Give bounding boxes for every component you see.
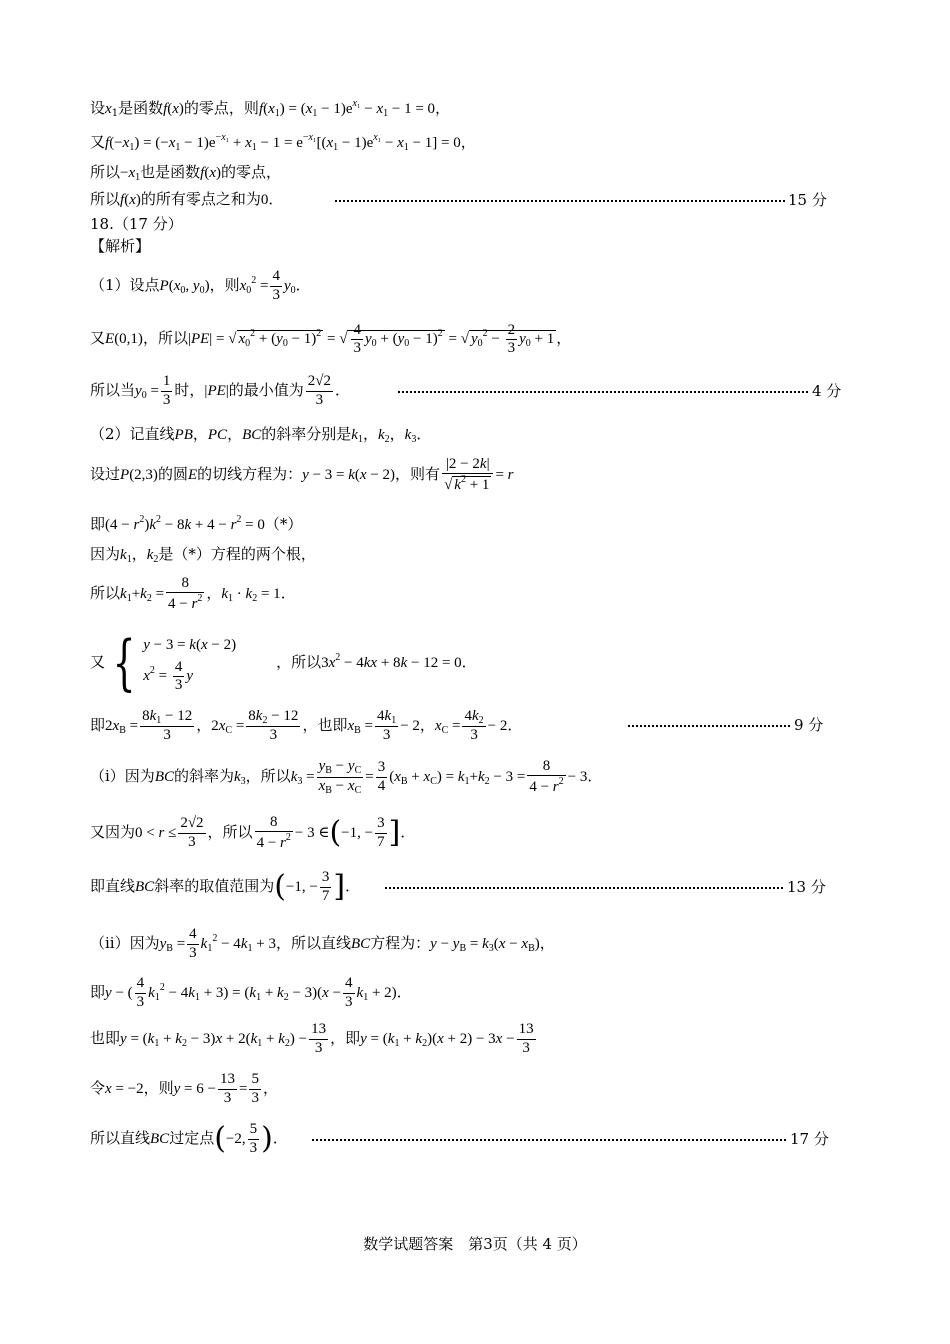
part2-xb-xc: 即$2x_B$ = $\frac{8k_1 - 12}{3}$ ，$2x_C$ = $\frac{8k_2 - 12}{3}$ ，也即$x_B$ = $\frac{4k_1}{3}$ − 2，$x_C$ = $\frac{4k_2}{3}$ − 2． xyxy=(90,707,523,744)
part-i-slope: （i）因为BC的斜率为$k_3$，所以$k_3$ = $\frac{y_B - y_C}{x_B - x_C}$ = $\frac{3}{4}$ $(x_B + x_C) = k_1+k_2 - 3$ = $\frac{8}{4 - r^2}$ − 3． xyxy=(90,757,603,796)
score-9: 9 分 xyxy=(794,716,824,734)
part2-slopes: （2）记直线PB，PC，BC的斜率分别是$k_1$，$k_2$，$k_3$． xyxy=(90,425,432,445)
analysis-heading: 【解析】 xyxy=(90,237,151,255)
page-footer: 数学试题答案 第3页（共 4 页） xyxy=(363,1235,587,1253)
part-ii-simplify: 也即$y = (k_1 + k_2 - 3)x + 2(k_1 + k_2)$ − $\frac{13}{3}$ ，即$y = (k_1 + k_2)(x + 2) - 3x$ − $\frac{13}{3}$ xyxy=(90,1021,534,1056)
part2-roots: 因为$k_1$，$k_2$是（*）方程的两个根， xyxy=(90,545,316,565)
score-17: 17 分 xyxy=(790,1130,829,1148)
part1-point: （1）设点$P(x_0$, $y_0$)，则$x_0^2$ = $\frac{4}{3}$ $y_0$． xyxy=(90,268,311,303)
part2-system: 又 { y − 3 = k(x − 2) $x^2$ = $\frac{4}{3}$ y ，所以$3x^2 - 4kx + 8k - 12 = 0$． xyxy=(90,628,477,698)
score-leader xyxy=(385,887,783,889)
part1-distance: 又E(0,1)，所以|PE| = √ $x_0^2 + (y_0 - 1)^2$ = √ $\frac{4}{3}$ $y_0 + (y_0 - 1)^2$ = √ $y_0^2$ − $\frac{2}{3}$ $y_0 + 1$ ， xyxy=(90,321,572,357)
part2-tangent: 设过P(2,3)的圆E的切线方程为：y − 3 = k(x − 2)，则有 $\frac{|2 - 2k|}{√ k^2 + 1}$ = r xyxy=(90,455,514,493)
score-13: 13 分 xyxy=(787,878,826,896)
part-i-conclusion: 即直线BC斜率的取值范围为(−1, − $\frac{3}{7}$ ]． xyxy=(90,869,361,904)
part-ii-substitute: 令x = −2，则y = 6 − $\frac{13}{3}$ = $\frac{5}{3}$ ， xyxy=(90,1071,278,1106)
line-zero-point: 设$x_1$是函数f(x)的零点，则$f(x_1) = (x_1 - 1)e^{x_1} - x_1 - 1 = 0$， xyxy=(90,98,451,119)
part-ii-line: （ii）因为$y_B$ = $\frac{4}{3}$ $k_1^2 - 4k_1 + 3$，所以直线BC方程为：$y - y_B = k_3(x - x_B)$， xyxy=(90,926,555,961)
line-neg-x1: 又$f(-x_1) = (-x_1 - 1)e^{-x_1} + x_1 - 1 = e^{-x_1}[(x_1 - 1)e^{x_1} - x_1 - 1] = 0$， xyxy=(90,132,476,153)
line-also-zero: 所以$-x_1$也是函数f(x)的零点， xyxy=(90,163,282,183)
score-leader xyxy=(335,200,785,202)
question-18-title: 18.（17 分） xyxy=(90,215,183,233)
score-15: 15 分 xyxy=(788,191,827,209)
score-leader xyxy=(398,391,808,393)
score-4: 4 分 xyxy=(812,382,842,400)
part2-quadratic: 即$(4 - r^2)k^2 - 8k + 4 - r^2 = 0(*)$ xyxy=(90,514,303,533)
part1-min: 所以当$y_0$ = $\frac{1}{3}$ 时，|PE|的最小值为 $\frac{2√2}{3}$ ． xyxy=(90,373,351,408)
line-sum-zero: 所以f(x)的所有零点之和为0． xyxy=(90,190,284,208)
part2-vieta: 所以$k_1+k_2$ = $\frac{8}{4 - r^2}$ ，$k_1 \cdot k_2 = 1$． xyxy=(90,574,296,612)
part-ii-fixed-point: 所以直线BC过定点(−2, $\frac{5}{3}$ )． xyxy=(90,1121,288,1156)
score-leader xyxy=(628,725,790,727)
part-ii-expand: 即y − ( $\frac{4}{3}$ $k_1^2 - 4k_1 + 3) = (k_1 + k_2 - 3)(x$ − $\frac{4}{3}$ $k_1 + 2$)． xyxy=(90,975,412,1010)
part-i-r-range: 又因为0 < r ≤ $\frac{2√2}{3}$ ，所以 $\frac{8}{4 - r^2}$ − 3 ∈(−1, − $\frac{3}{7}$ ]． xyxy=(90,813,416,851)
score-leader xyxy=(312,1139,786,1141)
